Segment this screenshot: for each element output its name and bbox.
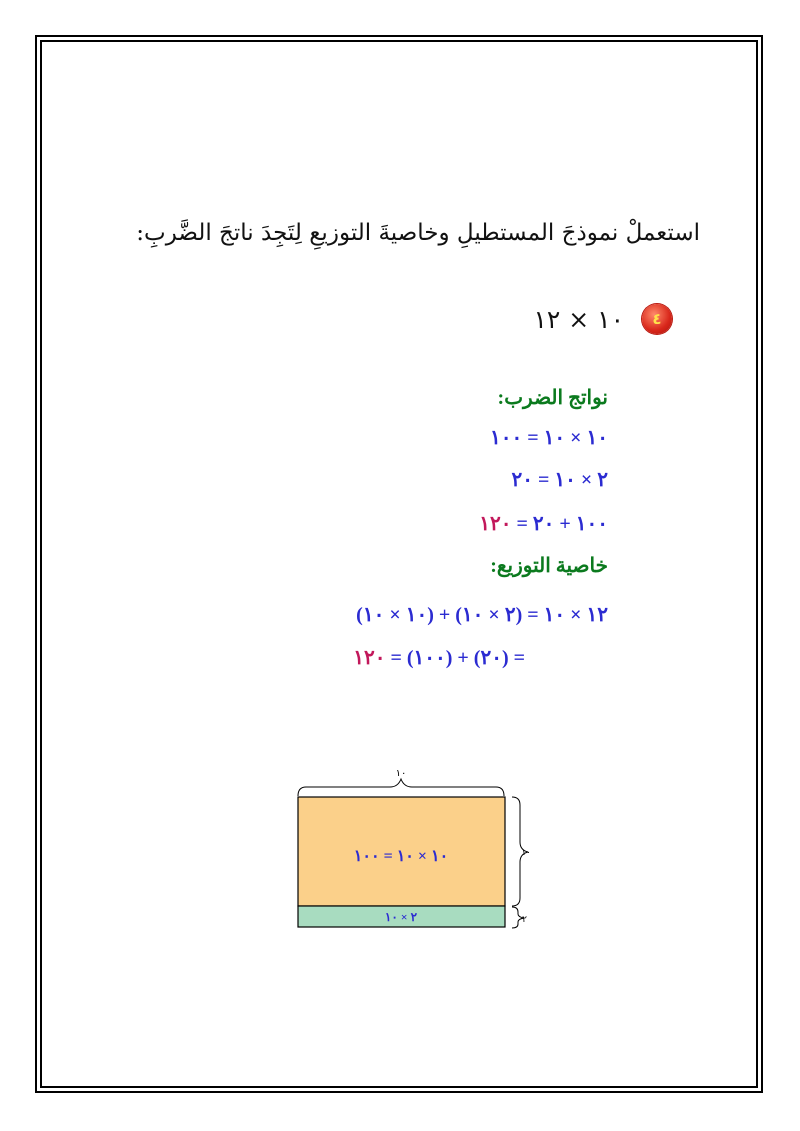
distributive-line-2 [353,645,525,670]
product-2-expression: ٢ × ١٠ = [532,469,608,491]
right-brace-top-label: ١٠ [521,848,531,858]
product-3-result: ١٢٠ [479,513,512,535]
problem-number-badge: ٤ [642,304,672,334]
top-brace [298,779,504,796]
product-line-3 [479,511,608,536]
distributive-heading: خاصية التوزيع: [490,555,608,577]
product-line-1 [490,425,608,450]
small-cell-label: ٢ × ١٠ [384,910,418,924]
product-3-expression: ١٠٠ + ٢٠ = [511,513,608,535]
problem-expression: ١٠ × ١٢ [533,304,624,334]
big-cell-label: ١٠ × ١٠ = ١٠٠ [353,848,449,865]
product-1-result: ١٠٠ [489,427,523,449]
right-brace-bottom-label: ٢ [522,915,527,925]
instruction-text: استعملْ نموذجَ المستطيلِ وخاصيةَ التوزيعِ لِتَجِدَ ناتجَ الضَّربِ: [136,220,700,246]
distributive-line-2-result: ١٢٠ [353,647,386,669]
distributive-line-2-expression: = (٢٠) + (١٠٠) = [385,647,525,669]
top-brace-label: ١٠ [395,770,407,779]
area-model-diagram [280,770,560,940]
problem-row [533,302,672,336]
products-heading: نواتج الضرب: [497,387,608,409]
product-line-2 [511,467,608,492]
distributive-line-1: ١٢ × ١٠ = (٢ × ١٠) + (١٠ × ١٠) [356,604,608,626]
product-1-expression: ١٠ × ١٠ = [522,427,608,449]
product-2-result: ٢٠ [511,469,533,491]
